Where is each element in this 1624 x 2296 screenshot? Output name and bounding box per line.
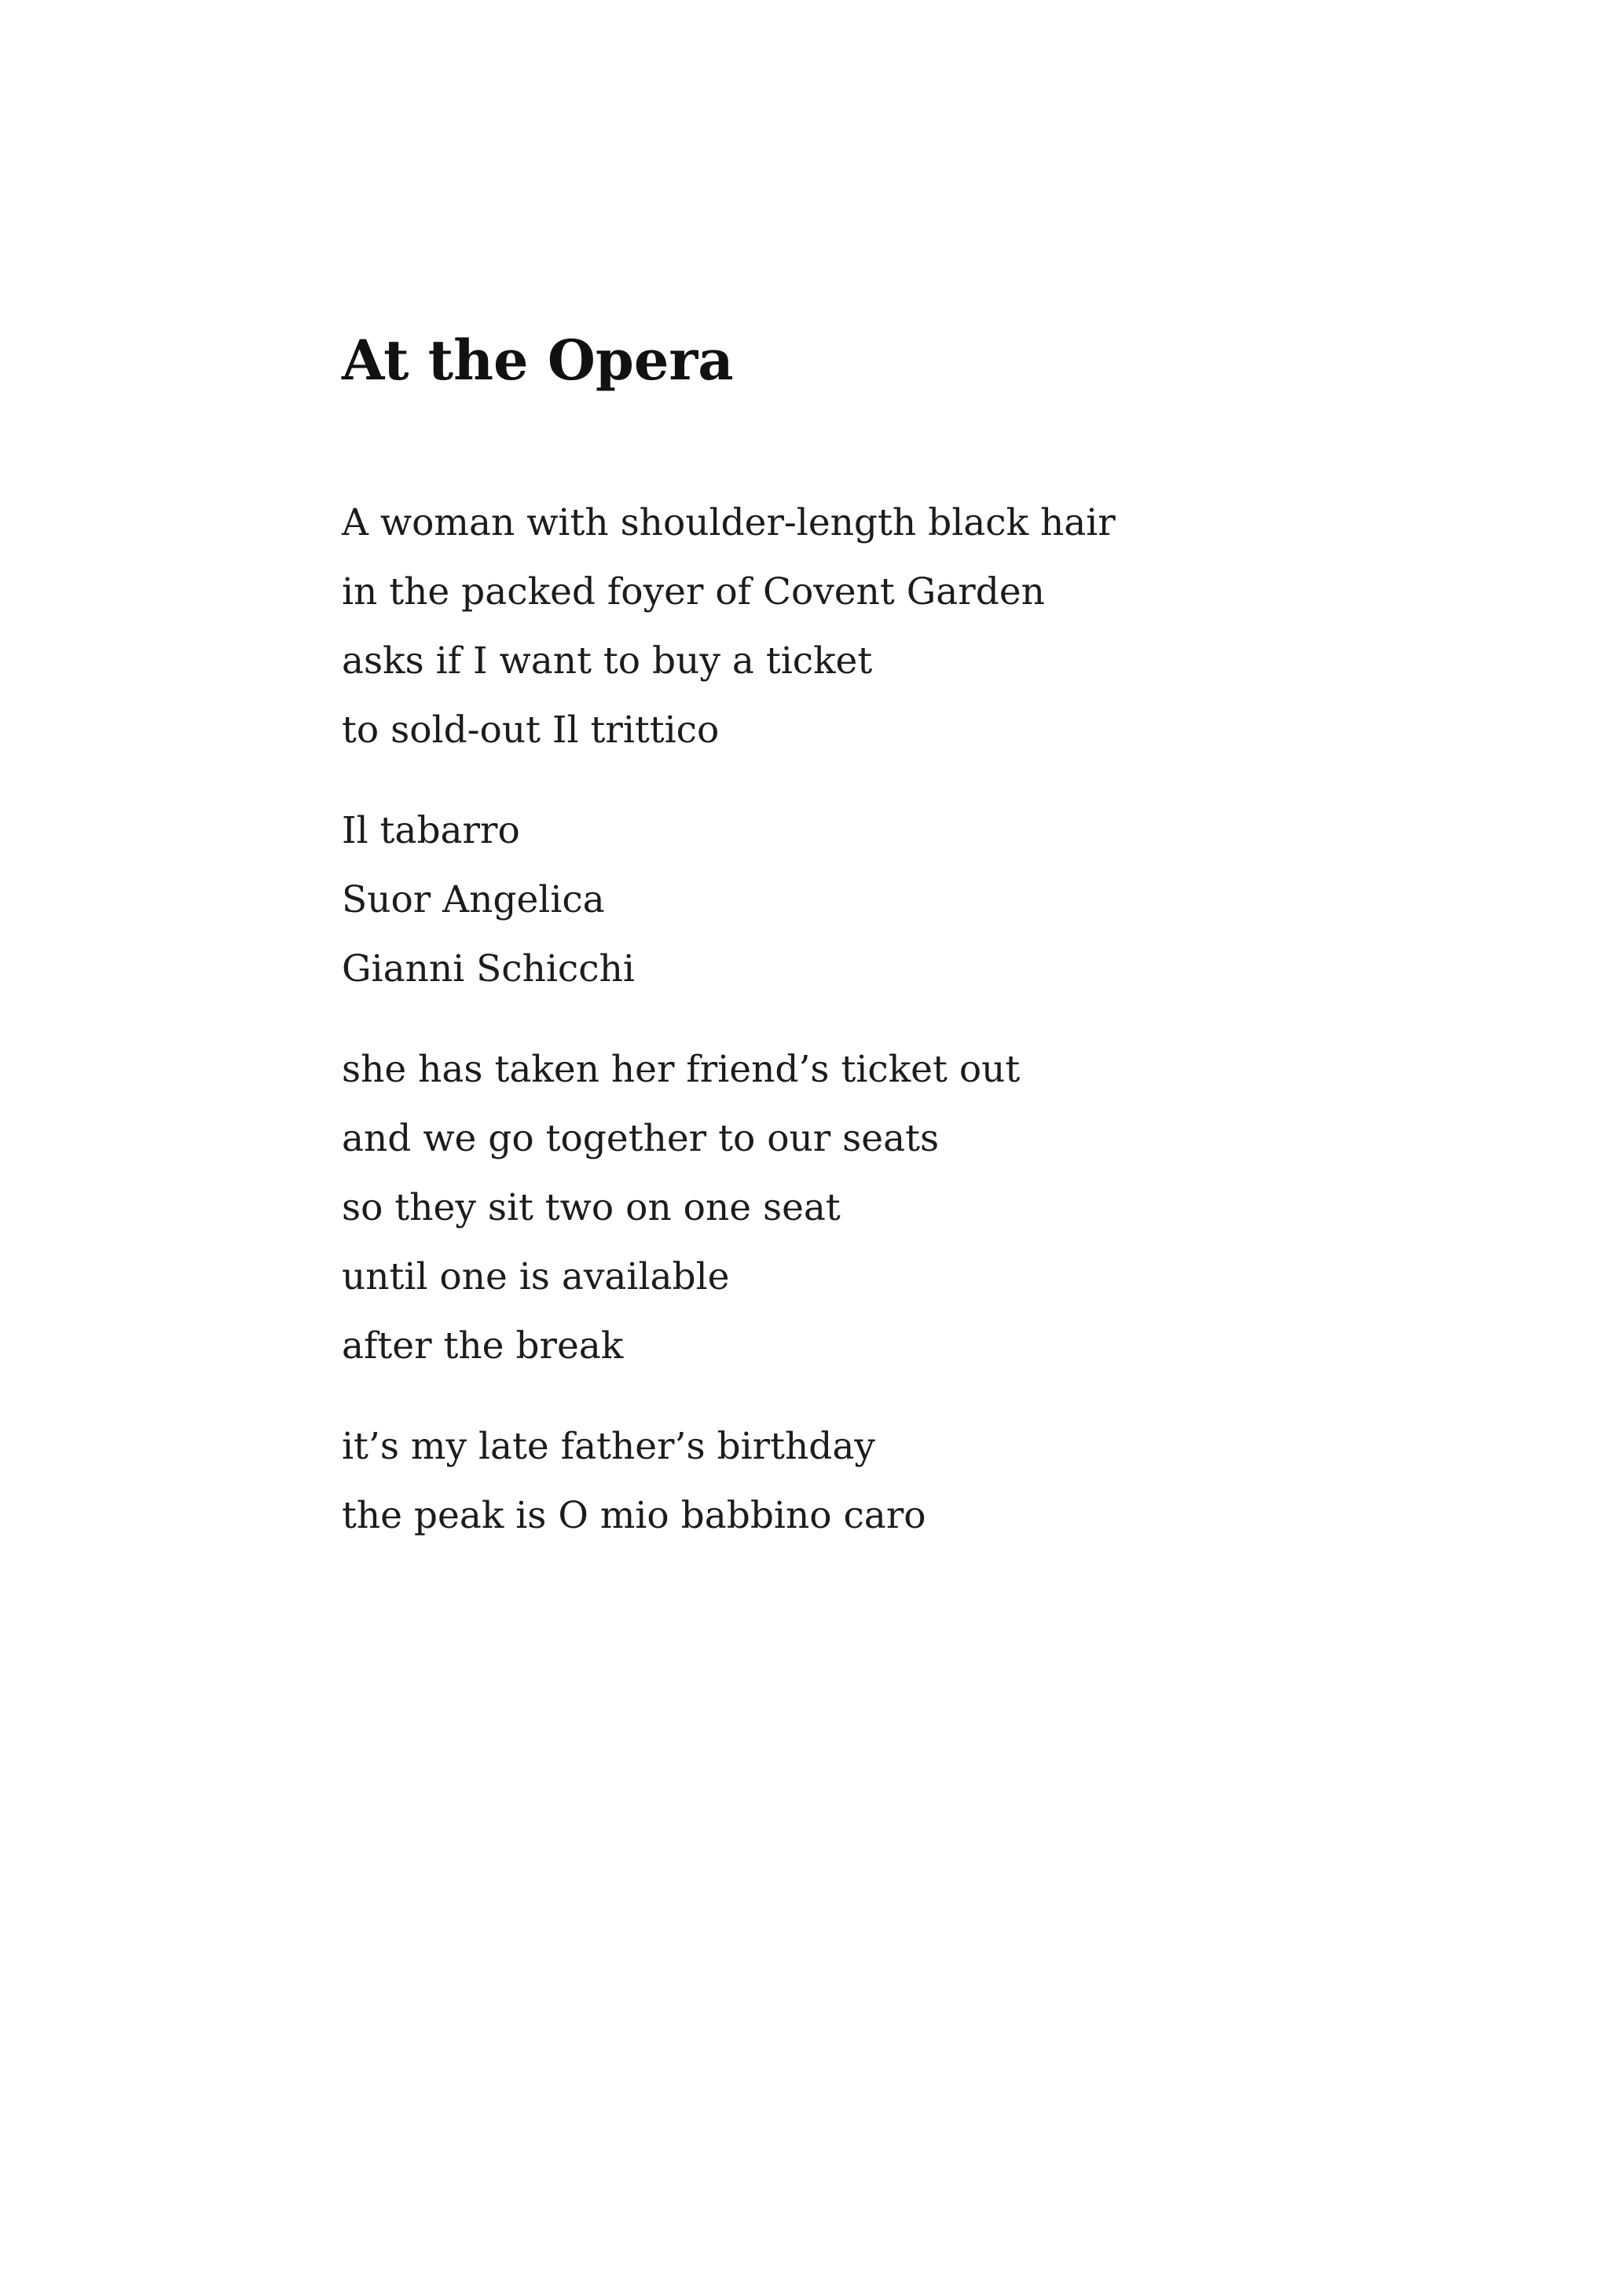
poem-line: she has taken her friend’s ticket out bbox=[342, 1048, 1021, 1091]
poem-line: so they sit two on one seat bbox=[342, 1186, 841, 1229]
poem-line: it’s my late father’s birthday bbox=[342, 1425, 875, 1468]
poem-line: the peak is O mio babbino caro bbox=[342, 1494, 926, 1537]
poem-line: asks if I want to buy a ticket bbox=[342, 639, 873, 683]
poem-body bbox=[342, 489, 1442, 1582]
stanza-4 bbox=[342, 1412, 1442, 1551]
poem-line: Gianni Schicchi bbox=[342, 947, 635, 991]
stanza-3 bbox=[342, 1035, 1442, 1381]
poem-line: after the break bbox=[342, 1324, 624, 1368]
poem-line: A woman with shoulder-length black hair bbox=[342, 501, 1116, 544]
stanza-1 bbox=[342, 489, 1442, 765]
poem-line: and we go together to our seats bbox=[342, 1117, 940, 1160]
poem-title: At the Opera bbox=[342, 328, 734, 393]
poem-line: until one is available bbox=[342, 1255, 730, 1298]
poem-line: to sold-out Il trittico bbox=[342, 709, 720, 752]
poem-line: in the packed foyer of Covent Garden bbox=[342, 570, 1045, 613]
poem-line: Suor Angelica bbox=[342, 878, 605, 921]
poem-line: Il tabarro bbox=[342, 809, 520, 852]
stanza-2 bbox=[342, 796, 1442, 1004]
